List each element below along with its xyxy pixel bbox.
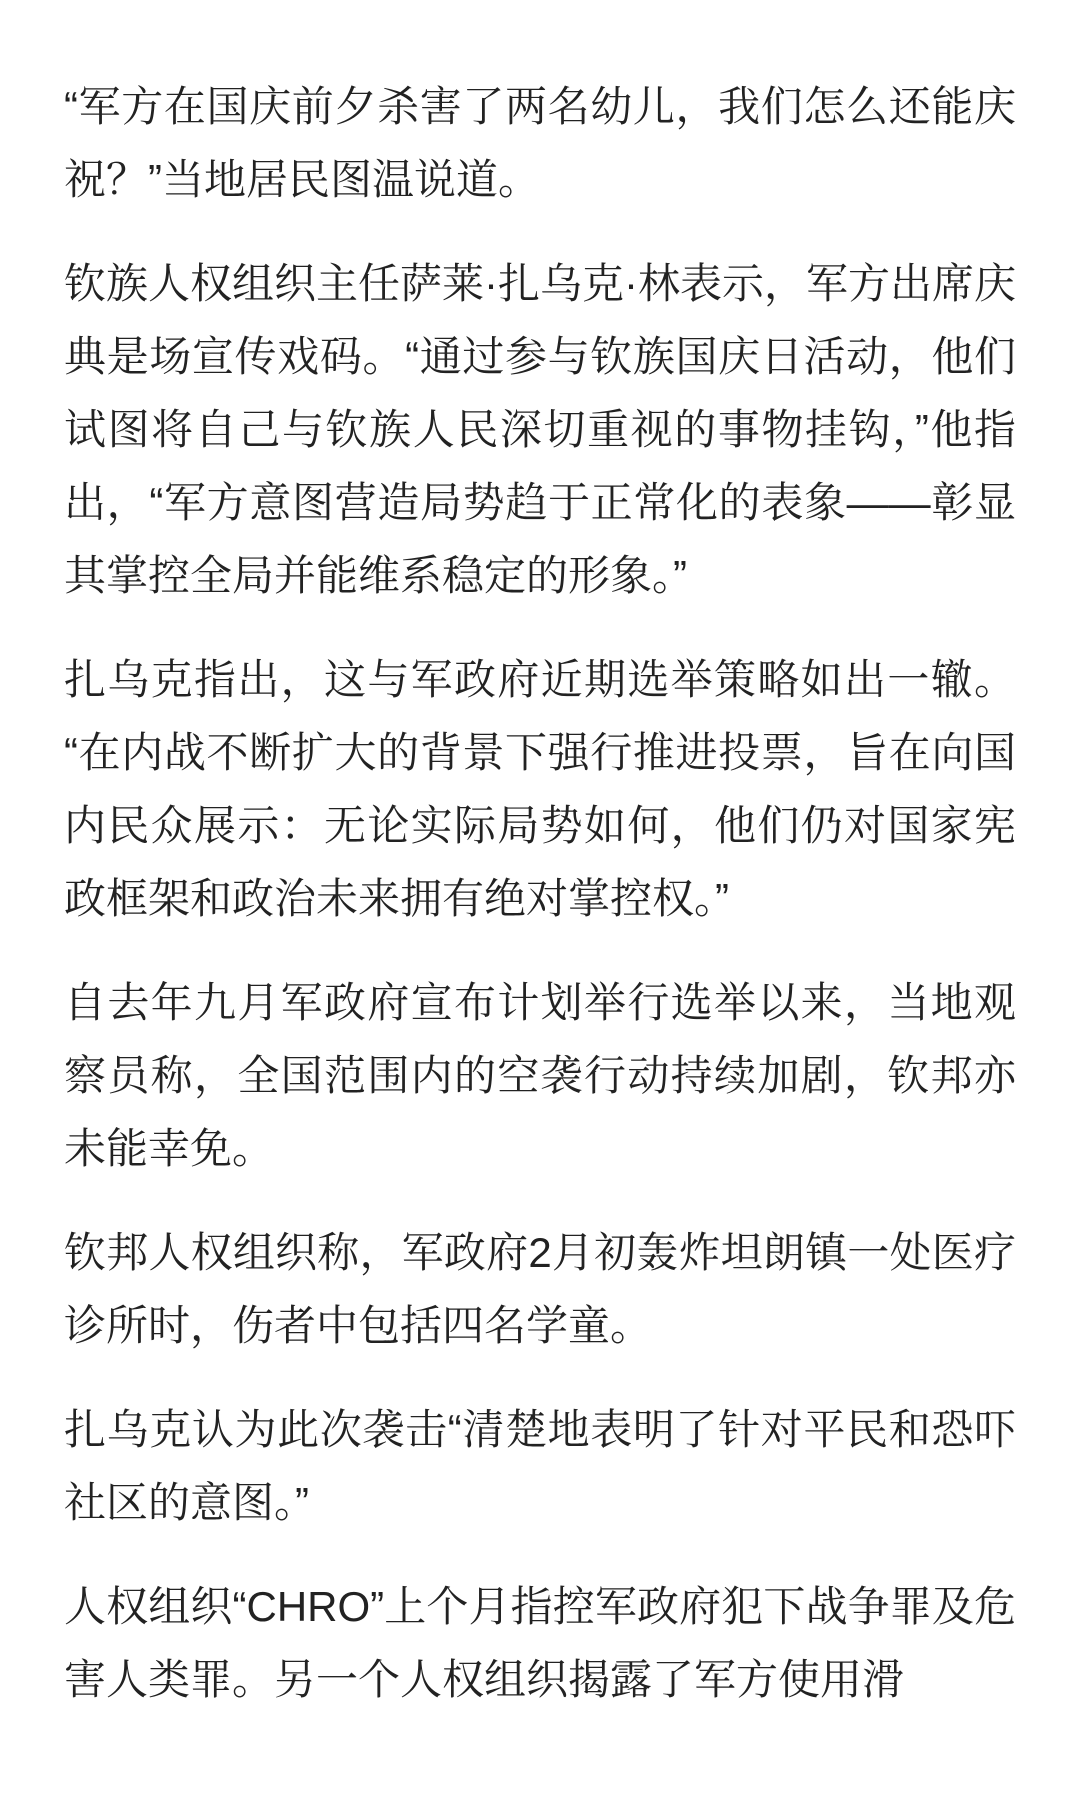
article-paragraph: 扎乌克指出，这与军政府近期选举策略如出一辙。“在内战不断扩大的背景下强行推进投票，旨在向国内民众展示：无论实际局势如何，他们仍对国家宪政框架和政治未来拥有绝对掌控权。” — [64, 656, 1016, 922]
article-paragraph: “军方在国庆前夕杀害了两名幼儿，我们怎么还能庆祝？”当地居民图温说道。 — [64, 83, 1016, 203]
article-paragraph: 钦族人权组织主任萨莱·扎乌克·林表示，军方出席庆典是场宣传戏码。“通过参与钦族国庆日活动，他们试图将自己与钦族人民深切重视的事物挂钩，”他指出，“军方意图营造局势趋于正常化的表象——彰显其掌控全局并能维系稳定的形象。” — [64, 260, 1016, 599]
article-paragraph: 人权组织“CHRO”上个月指控军政府犯下战争罪及危害人类罪。另一个人权组织揭露了军方使用滑 — [64, 1583, 1016, 1703]
article-paragraph: 钦邦人权组织称，军政府2月初轰炸坦朗镇一处医疗诊所时，伤者中包括四名学童。 — [64, 1229, 1016, 1349]
article-paragraph: 扎乌克认为此次袭击“清楚地表明了针对平民和恐吓社区的意图。” — [64, 1406, 1016, 1526]
article-paragraph: 自去年九月军政府宣布计划举行选举以来，当地观察员称，全国范围内的空袭行动持续加剧，钦邦亦未能幸免。 — [64, 979, 1016, 1172]
